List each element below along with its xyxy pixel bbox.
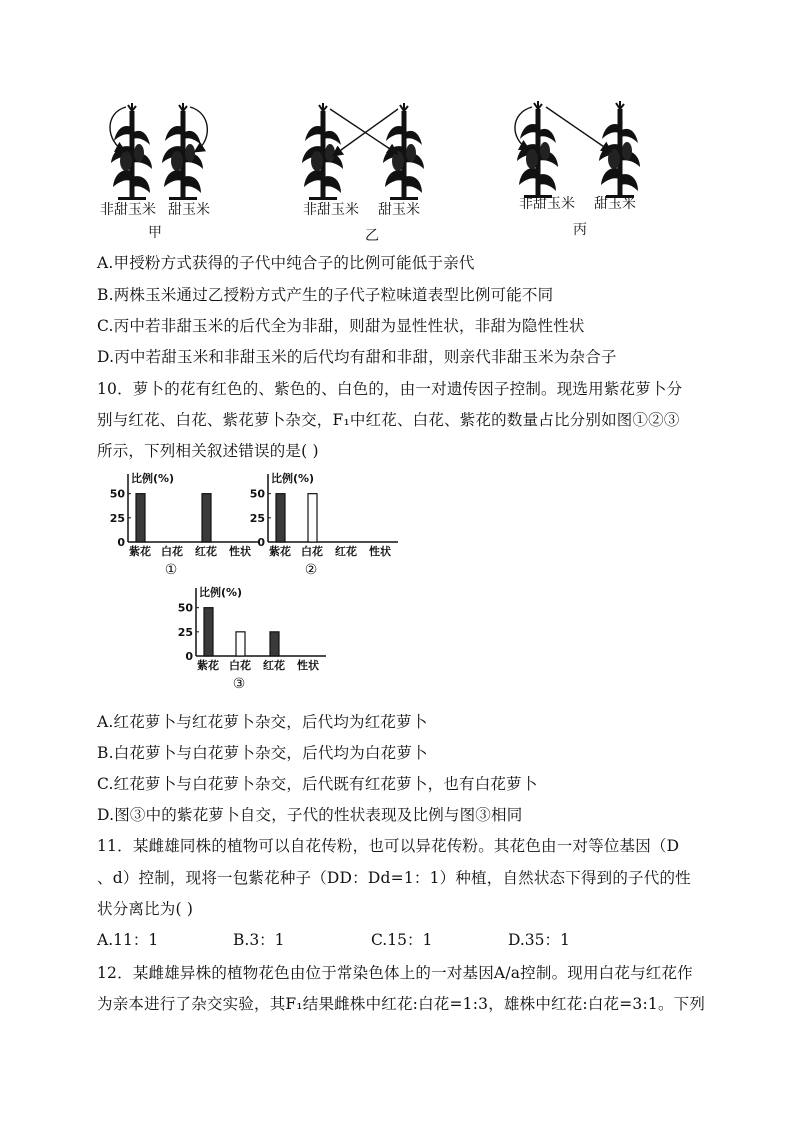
y-tick-label: 25	[250, 511, 265, 525]
yi-left-label: 非甜玉米	[303, 202, 359, 218]
bar-白花	[236, 632, 245, 656]
q10-line-2: 别与红花、白花、紫花萝卜杂交，F₁中红花、白花、紫花的数量占比分别如图①②③	[97, 411, 680, 429]
q10-line-3: 所示，下列相关叙述错误的是( )	[97, 442, 319, 460]
bing-left-label: 非甜玉米	[519, 196, 575, 212]
q10-line-1: 10．萝卜的花有红色的、紫色的、白色的，由一对遗传因子控制。现选用紫花萝卜分	[97, 380, 683, 398]
y-axis-label: 比例(%)	[271, 472, 315, 485]
q10-option-d: D.图③中的紫花萝卜自交，子代的性状表现及比例与图③相同	[97, 806, 523, 824]
q11-option-d: D.35：1	[508, 931, 570, 949]
bing-caption: 丙	[573, 222, 587, 238]
q11-option-c: C.15：1	[371, 931, 433, 949]
q11-option-a: A.11：1	[97, 931, 159, 949]
q9-option-a: A.甲授粉方式获得的子代中纯合子的比例可能低于亲代	[97, 254, 475, 272]
x-tick-label: 紫花	[197, 659, 219, 672]
bing-sweet-plant	[599, 101, 640, 198]
y-tick-label: 0	[257, 536, 265, 549]
yi-non-sweet-plant	[302, 103, 343, 200]
bing-non-sweet-plant	[517, 101, 558, 198]
q11-option-b: B.3：1	[233, 931, 285, 949]
x-tick-label: 红花	[263, 659, 285, 672]
x-tick-label: 白花	[161, 545, 183, 558]
chart-1	[110, 470, 260, 580]
jia-self-arrow-right	[190, 107, 207, 151]
jia-sweet-plant	[162, 103, 203, 200]
q11-line-1: 11．某雌雄同株的植物可以自花传粉，也可以异花传粉。其花色由一对等位基因（D	[97, 837, 680, 855]
x-axis-label: 性状	[229, 545, 251, 558]
chart-number: ①	[164, 562, 178, 578]
q11-line-3: 状分离比为( )	[97, 900, 194, 918]
chart-number: ③	[232, 676, 246, 692]
x-tick-label: 白花	[301, 545, 323, 558]
x-tick-label: 红花	[335, 545, 357, 558]
bar-紫花	[204, 608, 213, 656]
y-tick-label: 0	[185, 650, 193, 663]
yi-sweet-plant	[383, 103, 424, 200]
bar-红花	[270, 632, 279, 656]
x-axis-label: 性状	[369, 545, 391, 558]
y-tick-label: 50	[178, 601, 193, 615]
q12-line-2: 为亲本进行了杂交实验，其F₁结果雌株中红花:白花=1:3，雄株中红花:白花=3:1。下列	[97, 995, 706, 1013]
q10-option-a: A.红花萝卜与红花萝卜杂交，后代均为红花萝卜	[97, 713, 428, 731]
y-tick-label: 25	[178, 625, 193, 639]
jia-caption: 甲	[148, 225, 162, 241]
x-tick-label: 紫花	[269, 545, 291, 558]
yi-cross-arrow-1	[330, 109, 396, 153]
y-axis-label: 比例(%)	[131, 472, 175, 485]
y-tick-label: 50	[110, 487, 125, 501]
q10-option-b: B.白花萝卜与白花萝卜杂交，后代均为白花萝卜	[97, 744, 428, 762]
x-tick-label: 红花	[195, 545, 217, 558]
yi-caption: 乙	[365, 228, 379, 244]
x-tick-label: 紫花	[129, 545, 151, 558]
bing-cross-arrow	[546, 107, 610, 151]
q10-option-c: C.红花萝卜与白花萝卜杂交，后代既有红花萝卜，也有白花萝卜	[97, 775, 538, 793]
q11-line-2: 、d）控制，现将一包紫花种子（DD：Dd=1：1）种植，自然状态下得到的子代的性	[97, 869, 691, 887]
bar-红花	[202, 494, 211, 542]
y-tick-label: 50	[250, 487, 265, 501]
q12-line-1: 12．某雌雄异株的植物花色由位于常染色体上的一对基因A/a控制。现用白花与红花作	[97, 964, 693, 982]
jia-right-label: 甜玉米	[168, 202, 210, 218]
jia-left-label: 非甜玉米	[100, 202, 156, 218]
jia-non-sweet-plant	[111, 103, 152, 200]
bing-right-label: 甜玉米	[594, 196, 636, 212]
q9-option-d: D.丙中若甜玉米和非甜玉米的后代均有甜和非甜，则亲代非甜玉米为杂合子	[97, 348, 617, 366]
y-tick-label: 0	[117, 536, 125, 549]
chart-number: ②	[304, 562, 318, 578]
q9-option-b: B.两株玉米通过乙授粉方式产生的子代子粒味道表型比例可能不同	[97, 286, 554, 304]
plant-figures	[0, 95, 794, 245]
bar-白花	[308, 494, 317, 542]
x-axis-label: 性状	[297, 659, 319, 672]
yi-right-label: 甜玉米	[378, 202, 420, 218]
bar-紫花	[276, 494, 285, 542]
bar-紫花	[136, 494, 145, 542]
chart-2	[250, 470, 400, 580]
x-tick-label: 白花	[229, 659, 251, 672]
y-axis-label: 比例(%)	[199, 586, 243, 599]
y-tick-label: 25	[110, 511, 125, 525]
q9-option-c: C.丙中若非甜玉米的后代全为非甜，则甜为显性性状，非甜为隐性性状	[97, 317, 585, 335]
chart-3	[178, 584, 328, 696]
